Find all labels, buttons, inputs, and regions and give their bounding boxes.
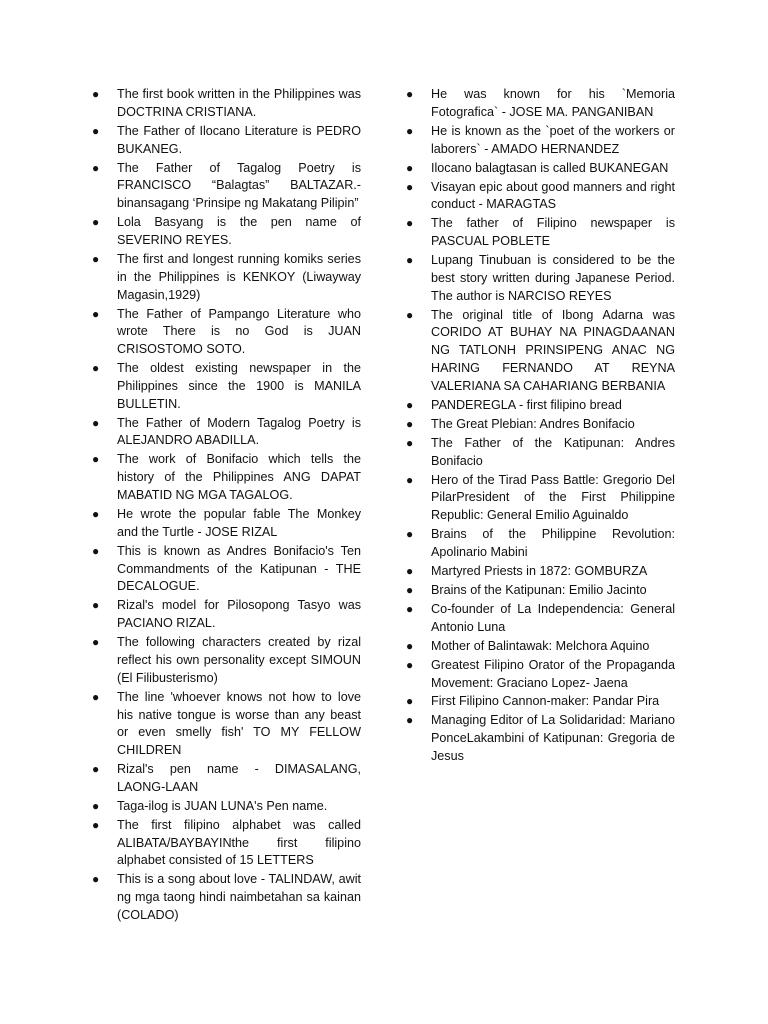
bullet-icon: ●	[92, 798, 100, 813]
bullet-icon: ●	[92, 543, 100, 558]
list-item-text: The father of Filipino newspaper is PASCUAL POBLETE	[431, 216, 675, 249]
list-item-text: The Father of Pampango Literature who wrote There is no God is JUAN CRISOSTOMO SOTO.	[117, 306, 361, 357]
list-item	[405, 307, 675, 396]
list-item-text: Rizal's pen name - DIMASALANG, LAONG-LAAN	[117, 762, 361, 794]
list-item-text: The Father of Tagalog Poetry is FRANCISCO “Balagtas” BALTAZAR.- binansagang ‘Prinsipe ng Makatang Pilipin”	[117, 160, 361, 211]
bullet-icon: ●	[92, 452, 100, 467]
bullet-icon: ●	[92, 762, 100, 777]
list-item	[91, 451, 361, 504]
bullet-icon: ●	[406, 563, 414, 578]
bullet-icon: ●	[92, 817, 100, 832]
list-item	[91, 597, 361, 633]
bullet-icon: ●	[406, 123, 414, 138]
bullet-icon: ●	[406, 253, 414, 268]
list-item	[91, 214, 361, 250]
list-item	[405, 582, 675, 600]
list-item-text: The first filipino alphabet was called ALIBATA/BAYBAYINthe first filipino alphabet consisted of 15 LETTERS	[117, 817, 361, 868]
bullet-icon: ●	[406, 416, 414, 431]
list-item	[91, 817, 361, 870]
list-item-text: Mother of Balintawak: Melchora Aquino	[431, 638, 650, 653]
list-item	[405, 86, 675, 122]
list-item	[405, 601, 675, 637]
list-item-text: Managing Editor of La Solidaridad: Mariano PonceLakambini of Katipunan: Gregoria de Jesus	[431, 713, 675, 764]
bullet-icon: ●	[92, 215, 100, 230]
list-item	[91, 123, 361, 159]
bullet-icon: ●	[92, 123, 100, 138]
list-item	[405, 252, 675, 305]
bullet-icon: ●	[92, 361, 100, 376]
list-item	[405, 526, 675, 562]
list-item	[405, 397, 675, 415]
list-item	[91, 543, 361, 596]
list-item-text: Lola Basyang is the pen name of SEVERINO REYES.	[117, 215, 361, 247]
list-item	[91, 506, 361, 542]
list-item	[405, 416, 675, 434]
bullet-icon: ●	[92, 415, 100, 430]
bullet-icon: ●	[92, 87, 100, 101]
bullet-icon: ●	[406, 713, 414, 728]
bullet-icon: ●	[406, 694, 414, 709]
bullet-icon: ●	[406, 638, 414, 653]
bullet-icon: ●	[406, 435, 414, 450]
list-item-text: He is known as the `poet of the workers or laborers` - AMADO HERNANDEZ	[431, 123, 675, 156]
list-item-text: The work of Bonifacio which tells the history of the Philippines ANG DAPAT MABATID NG MGA TAGALOG.	[117, 452, 361, 503]
bullet-icon: ●	[406, 527, 414, 542]
list-item-text: He wrote the popular fable The Monkey and the Turtle - JOSE RIZAL	[117, 507, 361, 539]
list-item-text: First Filipino Cannon-maker: Pandar Pira	[431, 694, 660, 709]
list-item-text: Ilocano balagtasan is called BUKANEGAN	[431, 160, 669, 175]
list-item	[405, 215, 675, 251]
bullet-icon: ●	[92, 872, 100, 887]
bullet-icon: ●	[406, 472, 414, 487]
list-item	[405, 657, 675, 693]
bullet-icon: ●	[406, 397, 414, 412]
list-item	[405, 435, 675, 471]
list-item-text: Co-founder of La Independencia: General Antonio Luna	[431, 601, 675, 634]
list-item-text: Hero of the Tirad Pass Battle: Gregorio Del PilarPresident of the First Philippine Republic: General Emilio Aguinaldo	[431, 472, 675, 523]
list-item-text: The Father of the Katipunan: Andres Bonifacio	[431, 435, 675, 468]
bullet-icon: ●	[92, 507, 100, 522]
bullet-icon: ●	[92, 635, 100, 650]
list-item-text: Lupang Tinubuan is considered to be the best story written during Japanese Period. The author is NARCISO REYES	[431, 253, 675, 303]
bullet-icon: ●	[406, 601, 414, 616]
list-item	[405, 563, 675, 581]
list-item-text: The first book written in the Philippines was DOCTRINA CRISTIANA.	[117, 87, 361, 119]
list-item	[91, 360, 361, 413]
list-item-text: Brains of the Philippine Revolution: Apolinario Mabini	[431, 527, 675, 559]
list-item	[91, 689, 361, 760]
list-item-text: Taga-ilog is JUAN LUNA's Pen name.	[117, 798, 328, 813]
list-item-text: The first and longest running komiks series in the Philippines is KENKOY (Liwayway Magasin,1929)	[117, 251, 361, 302]
list-item-text: The oldest existing newspaper in the Philippines since the 1900 is MANILA BULLETIN.	[117, 361, 361, 411]
list-item	[405, 472, 675, 525]
bullet-icon: ●	[406, 582, 414, 597]
list-item-text: This is a song about love - TALINDAW, awit ng mga taong hindi naimbetahan sa kainan (COLADO)	[117, 872, 361, 923]
bullet-icon: ●	[406, 657, 414, 672]
bullet-icon: ●	[406, 179, 414, 194]
list-item	[91, 306, 361, 359]
list-item-text: The original title of Ibong Adarna was CORIDO AT BUHAY NA PINAGDAANAN NG TATLONH PRINSIPENG ANAC NG HARING FERNANDO AT REYNA VALERIANA SA CAHARIANG BERBANIA	[431, 307, 675, 393]
list-item	[91, 761, 361, 797]
list-item	[91, 415, 361, 451]
list-item	[405, 123, 675, 159]
list-item-text: The line 'whoever knows not how to love his native tongue is worse than any beast or even smelly fish' TO MY FELLOW CHILDREN	[117, 689, 361, 758]
list-item	[91, 798, 361, 816]
bullet-icon: ●	[92, 306, 100, 321]
list-item-text: The Father of Ilocano Literature is PEDRO BUKANEG.	[117, 123, 361, 156]
list-item-text: Visayan epic about good manners and right conduct - MARAGTAS	[431, 179, 675, 212]
bullet-icon: ●	[92, 251, 100, 266]
bullet-icon: ●	[406, 307, 414, 322]
list-item-text: This is known as Andres Bonifacio's Ten Commandments of the Katipunan - THE DECALOGUE.	[117, 543, 361, 594]
list-item-text: The following characters created by rizal reflect his own personality except SIMOUN (El Filibusterismo)	[117, 635, 361, 685]
list-item	[405, 638, 675, 656]
bullet-icon: ●	[406, 87, 414, 101]
list-item-text: Greatest Filipino Orator of the Propaganda Movement: Graciano Lopez- Jaena	[431, 657, 675, 690]
bullet-icon: ●	[92, 689, 100, 704]
list-item	[91, 160, 361, 213]
right-bullet-list	[405, 86, 675, 767]
list-item	[405, 179, 675, 215]
list-item-text: PANDEREGLA - first filipino bread	[431, 397, 622, 412]
bullet-icon: ●	[92, 598, 100, 613]
list-item-text: The Father of Modern Tagalog Poetry is ALEJANDRO ABADILLA.	[117, 415, 361, 448]
bullet-icon: ●	[406, 160, 414, 175]
list-item-text: Rizal's model for Pilosopong Tasyo was PACIANO RIZAL.	[117, 598, 361, 631]
list-item	[405, 160, 675, 178]
bullet-icon: ●	[92, 160, 100, 175]
left-bullet-list	[91, 86, 361, 926]
list-item	[91, 86, 361, 122]
list-item-text: Brains of the Katipunan: Emilio Jacinto	[431, 582, 647, 597]
list-item	[405, 712, 675, 765]
list-item	[91, 634, 361, 687]
list-item-text: The Great Plebian: Andres Bonifacio	[431, 416, 635, 431]
bullet-icon: ●	[406, 216, 414, 231]
list-item	[91, 251, 361, 304]
list-item	[405, 693, 675, 711]
list-item	[91, 871, 361, 924]
list-item-text: He was known for his `Memoria Fotografica` - JOSE MA. PANGANIBAN	[431, 87, 675, 119]
list-item-text: Martyred Priests in 1872: GOMBURZA	[431, 563, 648, 578]
